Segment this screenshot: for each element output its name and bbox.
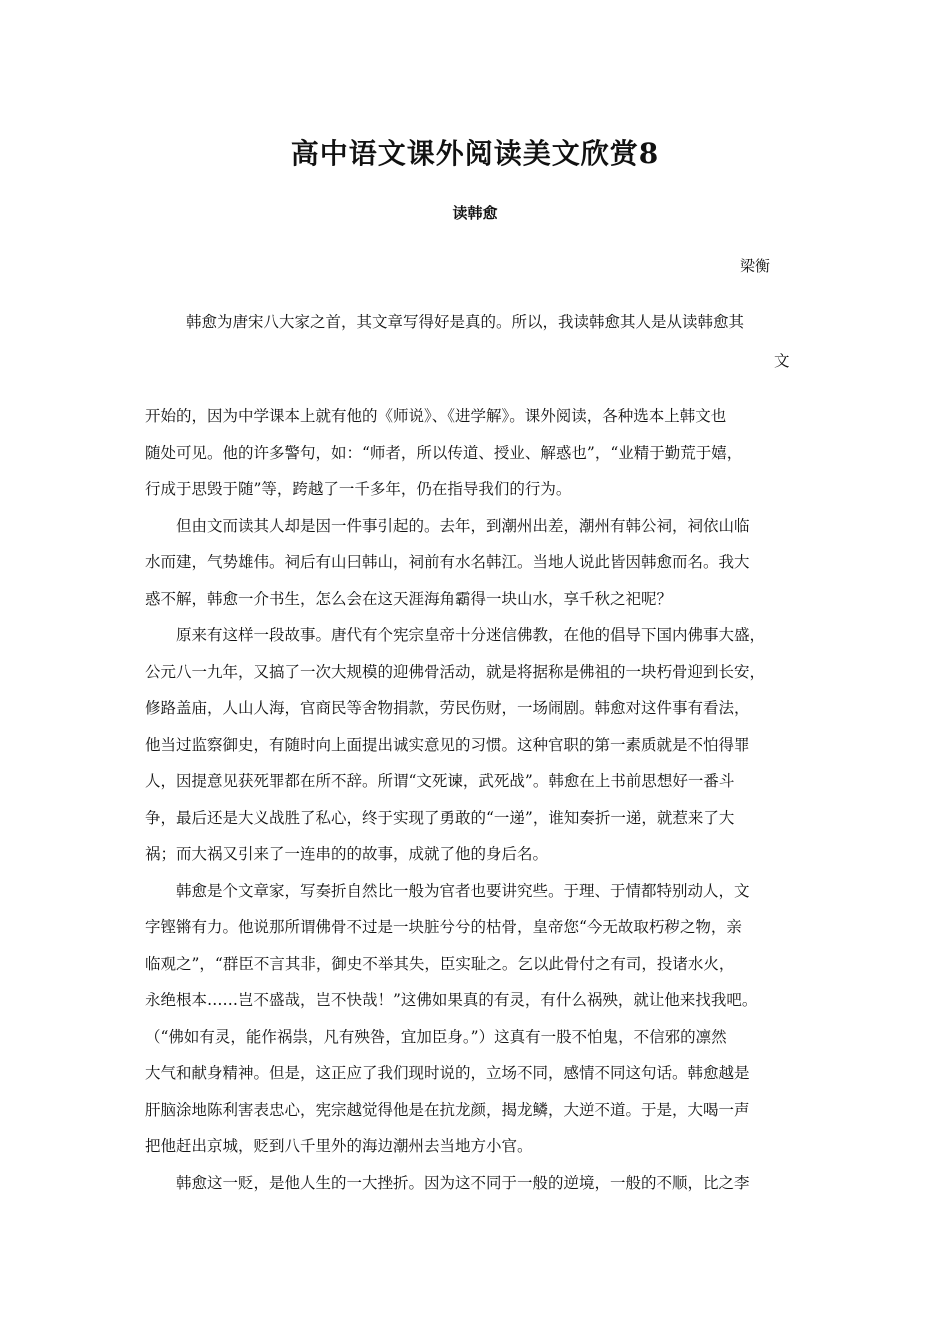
paragraph-line: 修路盖庙，人山人海，官商民等舍物捐款，劳民伤财，一场闹剧。韩愈对这件事有看法， [145,699,750,717]
paragraph-line: 韩愈是个文章家，写奏折自然比一般为官者也要讲究些。于理、于情都特别动人，文 [176,881,750,900]
paragraph-line: 随处可见。他的许多警句，如：“师者，所以传道、授业、解惑也”，“业精于勤荒于嬉， [145,443,743,462]
intro-line: 韩愈为唐宋八大家之首，其文章写得好是真的。所以，我读韩愈其人是从读韩愈其 [186,313,745,331]
paragraph-line: 字铿锵有力。他说那所谓佛骨不过是一块脏兮兮的枯骨，皇帝您“今无故取朽秽之物，亲 [145,918,742,936]
paragraph-line: 争，最后还是大义战胜了私心，终于实现了勇敢的“一递”，谁知奏折一递，就惹来了大 [145,808,735,827]
paragraph-line: 公元八一九年，又搞了一次大规模的迎佛骨活动，就是将据称是佛祖的一块朽骨迎到长安， [145,662,766,681]
paragraph-line: 行成于思毁于随”等，跨越了一千多年，仍在指导我们的行为。 [145,480,572,498]
paragraph [145,1165,807,1202]
document-title: 高中语文课外阅读美文欣赏8 [290,137,660,170]
paragraph [145,873,807,1165]
paragraph-line: 祸；而大祸又引来了一连串的的故事，成就了他的身后名。 [145,845,549,863]
paragraph [145,398,807,508]
paragraph-line: 永绝根本……岂不盛哉，岂不快哉！”这佛如果真的有灵，有什么祸殃，就让他来找我吧。 [145,991,758,1009]
paragraph [145,508,807,618]
paragraph-line: 原来有这样一段故事。唐代有个宪宗皇帝十分迷信佛教，在他的倡导下国内佛事大盛， [176,626,766,644]
paragraph [145,617,807,873]
intro-orphan-char: 文 [774,352,790,370]
paragraph-line: 肝脑涂地陈利害表忠心，宪宗越觉得他是在抗龙颜，揭龙鳞，大逆不道。于是，大喝一声 [145,1100,750,1119]
document-subtitle: 读韩愈 [452,204,498,222]
paragraph-line: 惑不解，韩愈一介书生，怎么会在这天涯海角霸得一块山水，享千秋之祀呢？ [145,589,673,608]
paragraph-line: 把他赶出京城，贬到八千里外的海边潮州去当地方小官。 [145,1137,533,1155]
paragraph-line: 临观之”，“群臣不言其非，御史不举其失，臣实耻之。乞以此骨付之有司，投诸水火， [145,954,735,973]
paragraph-line: 人，因提意见获死罪都在所不辞。所谓“文死谏，武死战”。韩愈在上书前思想好一番斗 [145,772,735,790]
paragraph-line: 但由文而读其人却是因一件事引起的。去年，到潮州出差，潮州有韩公祠，祠依山临 [176,516,750,535]
paragraph-line: 他当过监察御史，有随时向上面提出诚实意见的习惯。这种官职的第一素质就是不怕得罪 [145,735,750,754]
paragraph-line: 大气和献身精神。但是，这正应了我们现时说的，立场不同，感情不同这句话。韩愈越是 [145,1064,750,1082]
paragraph-line: 水而建，气势雄伟。祠后有山曰韩山，祠前有水名韩江。当地人说此皆因韩愈而名。我大 [145,553,750,571]
paragraph-line: 开始的，因为中学课本上就有他的《师说》、《进学解》。课外阅读，各种选本上韩文也 [145,407,727,425]
body-text [145,398,807,1201]
author-name: 梁衡 [740,257,771,275]
paragraph-line: （“佛如有灵，能作祸祟，凡有殃咎，宜加臣身。”）这真有一股不怕鬼，不信邪的凛然 [145,1027,727,1046]
paragraph-line: 韩愈这一贬，是他人生的一大挫折。因为这不同于一般的逆境，一般的不顺，比之李 [176,1173,750,1192]
